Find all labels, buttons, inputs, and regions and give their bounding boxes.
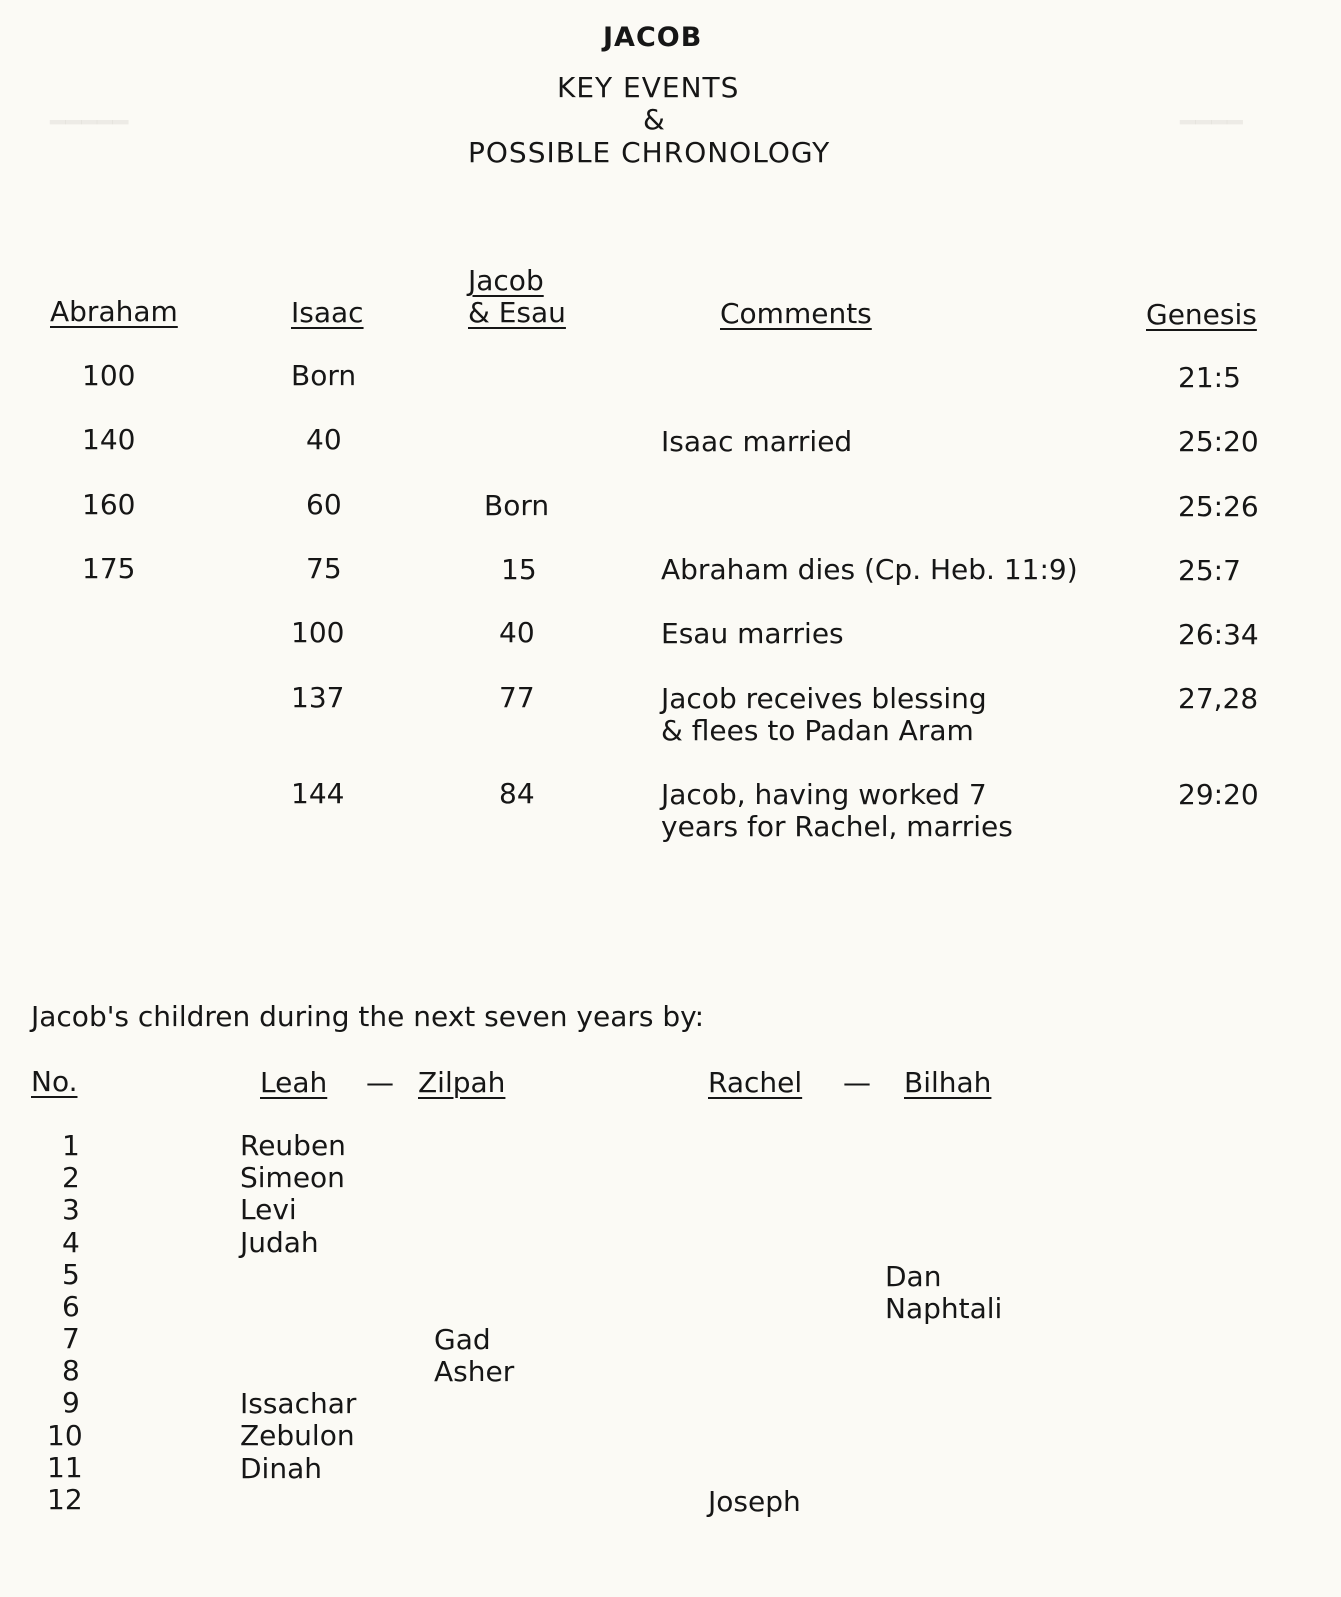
child-name: Dinah [240, 1452, 322, 1485]
dash-leah-zilpah: — [366, 1066, 394, 1099]
row-abraham-age: 140 [82, 423, 136, 456]
child-name: Joseph [708, 1485, 801, 1518]
subtitle-line3: POSSIBLE CHRONOLOGY [468, 136, 831, 169]
row-jacob-age: Born [484, 489, 550, 522]
row-jacob-age: 77 [499, 681, 535, 714]
header-zilpah: Zilpah [418, 1066, 506, 1099]
subtitle-line1: KEY EVENTS [557, 71, 740, 104]
header-comments: Comments [720, 297, 872, 330]
child-name: Levi [240, 1193, 297, 1226]
row-genesis-ref: 25:20 [1178, 425, 1259, 458]
row-jacob-age: 15 [501, 553, 537, 586]
row-comment: Isaac married [661, 425, 853, 458]
row-genesis-ref: 26:34 [1178, 618, 1259, 651]
row-jacob-age: 40 [499, 616, 535, 649]
child-name: Judah [240, 1226, 319, 1259]
child-name: Gad [434, 1323, 491, 1356]
dash-rachel-bilhah: — [843, 1066, 871, 1099]
child-name: Naphtali [885, 1292, 1003, 1325]
row-jacob-age: 84 [499, 777, 535, 810]
child-name: Issachar [240, 1387, 357, 1420]
row-abraham-age: 175 [82, 552, 136, 585]
page-title: JACOB [603, 22, 703, 53]
child-number: 2 [62, 1161, 80, 1194]
subtitle-ampersand: & [643, 103, 666, 136]
header-rachel: Rachel [708, 1066, 803, 1099]
child-number: 8 [62, 1354, 80, 1387]
bleed-through-header: ━━━━━ [50, 108, 129, 138]
header-jacob-line1: Jacob [468, 264, 544, 297]
bleed-through-header-right: ━━━━ [1180, 108, 1243, 138]
child-name: Reuben [240, 1129, 346, 1162]
row-comment: Esau marries [661, 617, 844, 650]
row-isaac-age: Born [291, 359, 357, 392]
row-isaac-age: 60 [306, 488, 342, 521]
row-comment: Abraham dies (Cp. Heb. 11:9) [661, 553, 1078, 586]
row-isaac-age: 100 [291, 616, 345, 649]
child-number: 7 [62, 1322, 80, 1355]
row-comment-cont: years for Rachel, marries [661, 810, 1013, 843]
child-number: 6 [62, 1290, 80, 1323]
child-number: 1 [62, 1129, 80, 1162]
header-isaac: Isaac [291, 296, 364, 329]
row-comment-cont: & flees to Padan Aram [661, 714, 974, 747]
header-no: No. [31, 1065, 78, 1098]
row-abraham-age: 100 [82, 359, 136, 392]
child-number: 12 [47, 1483, 83, 1516]
header-leah: Leah [260, 1066, 328, 1099]
row-genesis-ref: 29:20 [1178, 778, 1259, 811]
child-name: Zebulon [240, 1419, 355, 1452]
header-bilhah: Bilhah [904, 1066, 992, 1099]
row-genesis-ref: 25:26 [1178, 490, 1259, 523]
child-number: 4 [62, 1226, 80, 1259]
header-jacob-line2: & Esau [468, 296, 566, 329]
child-name: Asher [434, 1355, 515, 1388]
row-genesis-ref: 21:5 [1178, 361, 1241, 394]
child-number: 11 [47, 1451, 83, 1484]
row-genesis-ref: 27,28 [1178, 682, 1259, 715]
row-isaac-age: 40 [306, 423, 342, 456]
row-isaac-age: 144 [291, 777, 345, 810]
row-isaac-age: 137 [291, 681, 345, 714]
row-isaac-age: 75 [306, 552, 342, 585]
row-comment: Jacob receives blessing [661, 682, 987, 715]
header-genesis: Genesis [1146, 298, 1257, 331]
header-abraham: Abraham [50, 295, 178, 328]
child-number: 3 [62, 1193, 80, 1226]
children-intro: Jacob's children during the next seven years by: [31, 1000, 705, 1033]
row-abraham-age: 160 [82, 488, 136, 521]
row-genesis-ref: 25:7 [1178, 554, 1241, 587]
child-number: 9 [62, 1386, 80, 1419]
child-name: Simeon [240, 1161, 345, 1194]
child-number: 5 [62, 1258, 80, 1291]
child-number: 10 [47, 1419, 83, 1452]
row-comment: Jacob, having worked 7 [661, 778, 987, 811]
child-name: Dan [885, 1260, 942, 1293]
